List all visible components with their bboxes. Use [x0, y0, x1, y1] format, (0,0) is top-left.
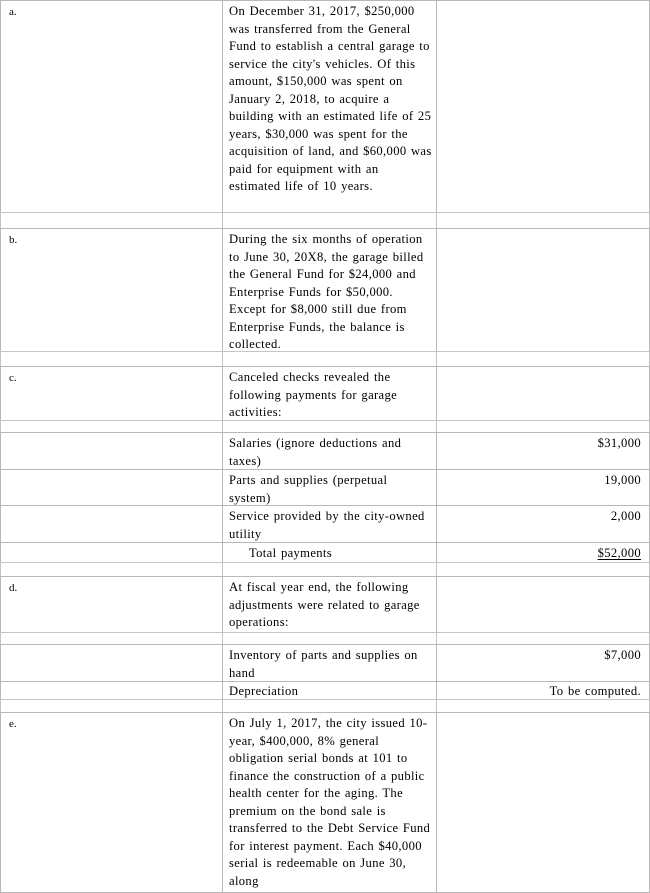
item-letter-b: b.: [9, 234, 18, 246]
detail-amount: 2,000: [610, 509, 641, 523]
table-row-b: [0, 228, 650, 351]
detail-amount: To be computed.: [549, 684, 641, 698]
detail-row-utility: [0, 505, 650, 542]
spacer-row: [0, 699, 650, 712]
detail-row-total: [0, 542, 650, 562]
item-text-a: On December 31, 2017, $250,000 was transferred from the General Fund to establish a central garage to service the city's vehicles. Of this amount, $150,000 was spent on January 2, 2018, to acquire a building with an estimated life of 25 years, $30,000 was spent for the acquisition of land, and $60,000 was paid for equipment with an estimated life of 10 years.: [229, 4, 432, 193]
detail-amount: $31,000: [597, 436, 641, 450]
detail-row-depreciation: [0, 681, 650, 699]
spacer-row: [0, 212, 650, 228]
item-letter-a: a.: [9, 6, 17, 18]
spacer-row: [0, 632, 650, 644]
item-text-d: At fiscal year end, the following adjustments were related to garage operations:: [229, 580, 420, 629]
detail-row-salaries: [0, 432, 650, 469]
item-letter-c: c.: [9, 372, 17, 384]
detail-row-inventory: [0, 644, 650, 681]
item-text-e: On July 1, 2017, the city issued 10-year, $400,000, 8% general obligation serial bonds at 101 to finance the construction of a public health center for the aging. The premium on the bond sale is transferred to the Debt Service Fund for interest payment. Each $40,000 serial is redeemable on June 30, along: [229, 716, 431, 888]
detail-label: Salaries (ignore deductions and taxes): [229, 436, 402, 468]
item-letter-d: d.: [9, 582, 18, 594]
total-label: Total payments: [249, 546, 333, 560]
table-row-a: [0, 0, 650, 212]
spacer-row: [0, 351, 650, 366]
detail-row-parts: [0, 469, 650, 505]
detail-amount: 19,000: [604, 473, 641, 487]
table-row-d: [0, 576, 650, 632]
detail-label: Inventory of parts and supplies on hand: [229, 648, 418, 680]
detail-amount: $7,000: [604, 648, 641, 662]
item-letter-e: e.: [9, 718, 17, 730]
item-text-c: Canceled checks revealed the following payments for garage activities:: [229, 370, 398, 419]
table-row-e: [0, 712, 650, 892]
table-row-c: [0, 366, 650, 420]
detail-label: Parts and supplies (perpetual system): [229, 473, 388, 505]
total-amount: $52,000: [597, 546, 641, 560]
item-text-b: During the six months of operation to June 30, 20X8, the garage billed the General Fund for $24,000 and Enterprise Funds for $50,000. Except for $8,000 still due from Enterprise Funds, the balance is collected.: [229, 232, 424, 351]
spacer-row: [0, 420, 650, 432]
detail-label: Service provided by the city-owned utility: [229, 509, 425, 541]
spacer-row: [0, 562, 650, 576]
detail-label: Depreciation: [229, 684, 299, 698]
